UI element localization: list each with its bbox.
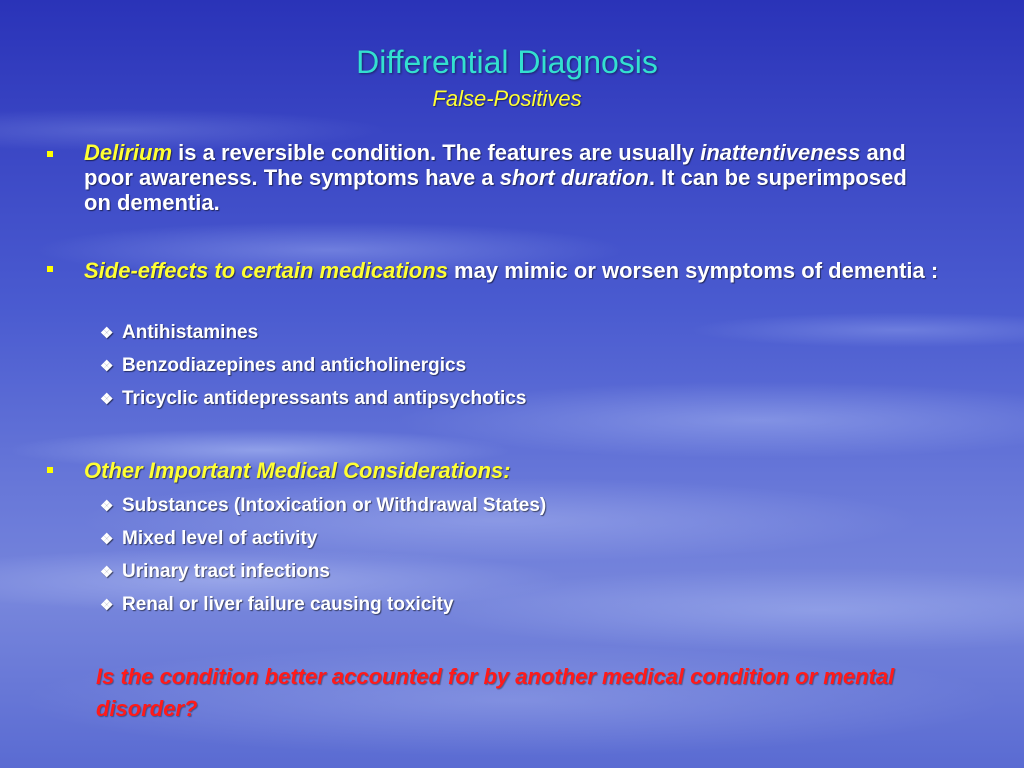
list-item-label: Tricyclic antidepressants and antipsychotics: [122, 388, 527, 409]
list-item-label: Urinary tract infections: [122, 561, 330, 582]
bullet-medications: [84, 256, 964, 286]
slide-title: Differential Diagnosis: [356, 44, 658, 80]
term-other-considerations: Other Important Medical Considerations:: [84, 458, 511, 483]
diamond-bullet-icon: ❖: [100, 391, 114, 408]
diamond-bullet-icon: ❖: [100, 564, 114, 581]
term-short-duration: short duration: [499, 165, 649, 190]
bullet-other: [84, 458, 964, 483]
list-item-label: Antihistamines: [122, 322, 259, 343]
list-item: [100, 560, 330, 584]
diamond-bullet-icon: ❖: [100, 531, 114, 548]
delirium-text-a: is a reversible condition. The features are usually: [172, 140, 701, 165]
list-item: [100, 387, 526, 411]
list-item: [100, 354, 466, 378]
bullet-delirium: [84, 140, 914, 215]
list-item: [100, 321, 258, 345]
list-item: [100, 494, 546, 518]
delirium-text-b: and poor awareness. The symptoms have a: [84, 140, 906, 190]
square-bullet-icon: [47, 467, 53, 473]
diamond-bullet-icon: ❖: [100, 597, 114, 614]
list-item-label: Benzodiazepines and anticholinergics: [122, 355, 467, 376]
diamond-bullet-icon: ❖: [100, 325, 114, 342]
delirium-text-c: . It can be superimposed on dementia.: [84, 165, 907, 215]
square-bullet-icon: [47, 266, 53, 272]
diamond-bullet-icon: ❖: [100, 358, 114, 375]
term-delirium: Delirium: [84, 140, 173, 165]
diamond-bullet-icon: ❖: [100, 498, 114, 515]
square-bullet-icon: [47, 151, 53, 157]
medications-text: may mimic or worsen symptoms of dementia :: [447, 258, 939, 283]
list-item-label: Mixed level of activity: [122, 528, 318, 549]
list-item-label: Substances (Intoxication or Withdrawal States): [122, 495, 547, 516]
term-inattentiveness: inattentiveness: [700, 140, 861, 165]
closing-question: Is the condition better accounted for by another medical condition or mental disorder?: [96, 664, 895, 721]
list-item: [100, 593, 454, 617]
slide-subtitle: False-Positives: [432, 86, 582, 111]
list-item-label: Renal or liver failure causing toxicity: [122, 594, 454, 615]
term-medications: Side-effects to certain medications: [84, 258, 448, 283]
list-item: [100, 527, 317, 551]
